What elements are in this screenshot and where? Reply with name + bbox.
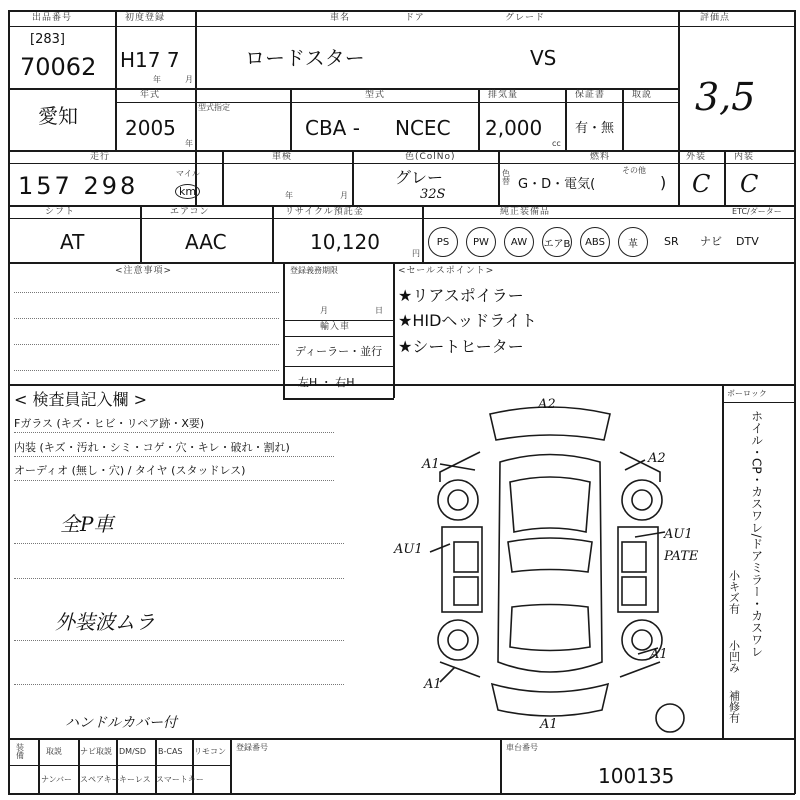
inspector-rule — [14, 640, 344, 641]
warranty-label: 保証書 — [575, 90, 606, 100]
bottom-remote: リモコン — [194, 747, 226, 756]
bottom-navi-manual: ナビ取説 — [80, 747, 112, 756]
inspector-rule — [14, 432, 334, 433]
year-label: 年式 — [140, 90, 161, 100]
model-code-value: NCEC — [395, 116, 451, 140]
region-value: 愛知 — [38, 104, 78, 128]
hood-shape — [510, 477, 590, 532]
notes-header: <注意事項> — [115, 266, 173, 276]
rear-right-wing — [620, 662, 660, 677]
mark-front-bumper: A2 — [538, 397, 556, 412]
inspector-note-3: ハンドルカバー付 — [65, 715, 177, 731]
year-unit: 年 — [185, 139, 193, 148]
year-value: 2005 — [125, 116, 176, 140]
mark-right-door-note: PATE — [664, 549, 699, 564]
shaken-label: 車検 — [272, 152, 293, 162]
bottom-smart-key: スマートキー — [156, 775, 204, 784]
wheel-front-left — [438, 480, 478, 520]
fuel-options: G・D・電気( — [518, 177, 596, 192]
registration-number-label: 登録番号 — [236, 743, 268, 752]
bottom-mid-line — [8, 765, 230, 766]
rear-bumper-shape — [492, 684, 608, 716]
manual-label: 取説 — [632, 90, 653, 100]
col-line — [352, 150, 354, 205]
notes-rule — [14, 318, 279, 319]
color-code: 32S — [420, 187, 446, 202]
col-line — [722, 384, 724, 738]
box-line — [283, 366, 394, 367]
first-reg-year-unit: 年 — [153, 75, 161, 84]
box-line — [283, 320, 394, 321]
header-line — [8, 163, 795, 164]
door-label: ドア — [405, 13, 425, 23]
equipment-chip-ps: PS — [428, 227, 458, 257]
model-label: 車名 — [330, 13, 351, 23]
inspector-rule — [14, 543, 344, 544]
inspector-line-2: 内装 (キズ・汚れ・シミ・コゲ・穴・キレ・破れ・割れ) — [14, 441, 290, 454]
mark-rear-left: A1 — [424, 677, 442, 692]
sales-point-3: ★シートヒーター — [398, 337, 524, 356]
col-line — [115, 88, 117, 150]
lot-sub: [283] — [30, 32, 65, 47]
inspector-rule — [14, 480, 334, 481]
col-line — [290, 88, 292, 150]
col-line — [500, 738, 502, 793]
right-column-header: ボーロック — [727, 389, 767, 398]
inspector-note-2: 外装波ムラ — [55, 610, 155, 634]
mileage-value: 157 298 — [18, 172, 139, 200]
rear-left-wing — [440, 662, 480, 677]
shaken-year-unit: 年 — [285, 191, 293, 200]
equipment-sr: SR — [664, 235, 679, 248]
header-line — [8, 218, 795, 219]
col-line — [140, 205, 142, 262]
equipment-extra-label: ETC/ダーター — [732, 207, 782, 216]
col-line — [195, 10, 197, 88]
recycle-label: リサイクル預託金 — [285, 207, 364, 217]
header-line — [8, 26, 678, 27]
import-label: 輸入車 — [320, 322, 351, 332]
bottom-number-plate: ナンバー — [41, 775, 73, 784]
interior-label: 内装 — [734, 152, 755, 162]
inspector-rule — [14, 578, 344, 579]
sales-point-1: ★リアスポイラー — [398, 286, 524, 305]
first-reg-value: H17 7 — [120, 48, 180, 72]
mark-leader — [430, 544, 450, 552]
row-line-2 — [8, 150, 795, 152]
equipment-chip-pw: PW — [466, 227, 496, 257]
row-line-3 — [8, 205, 795, 207]
type-designation-label: 型式指定 — [198, 103, 230, 112]
fuel-label: 燃料 — [590, 152, 611, 162]
mileage-label: 走行 — [90, 152, 111, 162]
inspector-rule — [14, 456, 334, 457]
lot-label: 出品番号 — [32, 13, 73, 23]
notes-rule — [14, 292, 279, 293]
equipment-chip-leather: 革 — [618, 227, 648, 257]
sales-points-header: <セールスポイント> — [398, 266, 495, 276]
score-label: 評価点 — [700, 13, 731, 23]
mark-leader — [635, 532, 665, 537]
hub-rear-right — [632, 630, 652, 650]
right-column-vertical-text: ホイル・CP・カスワレ/ドアミラー・カスワレ — [749, 410, 764, 658]
border-bottom — [8, 793, 795, 795]
inspection-day: 日 — [375, 306, 383, 315]
inspector-rule — [14, 684, 344, 685]
col-line — [116, 738, 118, 793]
shaken-month-unit: 月 — [340, 191, 348, 200]
recycle-unit: 円 — [412, 249, 420, 258]
col-line — [272, 205, 274, 262]
recycle-value: 10,120 — [310, 230, 380, 254]
shift-value: AT — [60, 230, 85, 254]
inspector-header: < 検査員記入欄 > — [14, 390, 147, 409]
bottom-side-label: 装備 — [16, 743, 24, 760]
dealer-options: ディーラー・並行 — [295, 345, 383, 358]
fuel-close: ) — [660, 173, 667, 192]
left-rear-panel — [454, 577, 478, 605]
mark-left-door: AU1 — [394, 542, 423, 557]
col-line — [478, 88, 480, 150]
mark-front-right-fender: A2 — [648, 451, 666, 466]
shift-label: シフト — [45, 207, 76, 217]
model-code-label: 型式 — [365, 90, 386, 100]
notes-rule — [14, 344, 279, 345]
right-column-sub-2: 小凹み — [727, 640, 741, 673]
inspector-note-1: 全P車 — [60, 512, 114, 536]
color-label: 色(ColNo) — [405, 152, 456, 162]
col-line — [222, 150, 224, 205]
equipment-chip-airbag: エアB — [542, 227, 572, 257]
equipment-label: 純正装備品 — [500, 207, 551, 217]
col-line — [724, 150, 726, 205]
col-line — [498, 150, 500, 205]
right-side-panel — [618, 527, 658, 612]
mark-leader — [440, 667, 455, 682]
mileage-unit-km: km — [175, 184, 200, 199]
bottom-keyless: キーレス — [119, 775, 151, 784]
hub-front-right — [632, 490, 652, 510]
hub-rear-left — [448, 630, 468, 650]
steering-options: 左H ・ 右H — [298, 376, 355, 389]
fuel-other: その他 — [622, 166, 646, 175]
mark-rear-right: A1 — [650, 647, 668, 662]
spare-tire-circle — [656, 704, 684, 732]
first-reg-label: 初度登録 — [125, 13, 166, 23]
grade-value: VS — [530, 46, 557, 70]
col-line — [393, 262, 395, 398]
header-line — [722, 402, 795, 403]
equipment-chip-aw: AW — [504, 227, 534, 257]
mark-front-left-fender: A1 — [422, 457, 440, 472]
model-value: ロードスター — [245, 46, 365, 70]
mark-leader — [625, 460, 645, 470]
body-outline — [498, 455, 602, 673]
border-left — [8, 10, 10, 794]
fuel-side-label: 色替 — [502, 169, 510, 186]
interior-grade: C — [740, 170, 759, 198]
box-line — [283, 398, 394, 400]
col-line — [38, 738, 40, 793]
col-line — [283, 262, 285, 398]
bottom-manual: 取説 — [46, 747, 62, 756]
col-line — [678, 150, 680, 205]
displacement-label: 排気量 — [488, 90, 519, 100]
inspection-deadline-label: 登録義務期限 — [290, 266, 338, 275]
left-side-panel — [442, 527, 482, 612]
right-column-sub-1: 小キズ有 — [727, 570, 741, 614]
lot-number: 70062 — [20, 53, 97, 81]
border-top — [8, 10, 795, 12]
model-code-prefix: CBA - — [305, 116, 360, 140]
mark-right-door: AU1 — [664, 527, 693, 542]
right-rear-panel — [622, 577, 646, 605]
displacement-value: 2,000 — [485, 116, 543, 140]
displacement-unit: cc — [552, 139, 561, 148]
box-line — [283, 336, 394, 337]
equipment-navi: ナビ — [700, 235, 722, 248]
trunk-shape — [510, 605, 590, 651]
right-column-sub-3: 補修有 — [727, 690, 741, 723]
vehicle-number: 100135 — [598, 764, 675, 788]
hub-front-left — [448, 490, 468, 510]
right-door — [622, 542, 646, 572]
row-line-4 — [8, 262, 795, 264]
mark-rear-bumper: A1 — [540, 717, 558, 732]
exterior-grade: C — [692, 170, 711, 198]
bottom-bcas: B-CAS — [158, 747, 183, 756]
col-line — [422, 205, 424, 262]
row-line-6 — [8, 738, 795, 740]
aircon-value: AAC — [185, 230, 227, 254]
inspector-line-1: Fガラス (キズ・ヒビ・リペア跡・X要) — [14, 417, 205, 430]
col-line — [230, 738, 232, 793]
col-line — [678, 10, 680, 150]
grade-label: グレード — [505, 13, 546, 23]
color-name: グレー — [395, 168, 444, 187]
sales-point-2: ★HIDヘッドライト — [398, 311, 537, 330]
notes-rule — [14, 370, 279, 371]
inspector-line-3: オーディオ (無し・穴) / タイヤ (スタッドレス) — [14, 464, 246, 477]
exterior-label: 外装 — [686, 152, 707, 162]
bottom-spare-key: スペアキー — [80, 775, 120, 784]
equipment-chip-abs: ABS — [580, 227, 610, 257]
score-value: 3,5 — [695, 75, 756, 119]
aircon-label: エアコン — [170, 207, 210, 217]
windshield-shape — [508, 538, 592, 572]
bottom-dm-sd: DM/SD — [119, 747, 146, 756]
header-line — [678, 26, 795, 27]
equipment-dtv: DTV — [736, 235, 759, 248]
col-line — [155, 738, 157, 793]
mileage-unit-mile: マイル — [176, 169, 200, 178]
left-door — [454, 542, 478, 572]
inspection-month: 月 — [320, 306, 328, 315]
row-line-5 — [8, 384, 795, 386]
col-line — [622, 88, 624, 150]
vehicle-number-label: 車台番号 — [506, 743, 538, 752]
wheel-front-right — [622, 480, 662, 520]
col-line — [565, 88, 567, 150]
col-line — [195, 88, 197, 150]
warranty-options: 有・無 — [575, 121, 615, 136]
wheel-rear-left — [438, 620, 478, 660]
first-reg-month-unit: 月 — [185, 75, 193, 84]
col-line — [115, 10, 117, 88]
